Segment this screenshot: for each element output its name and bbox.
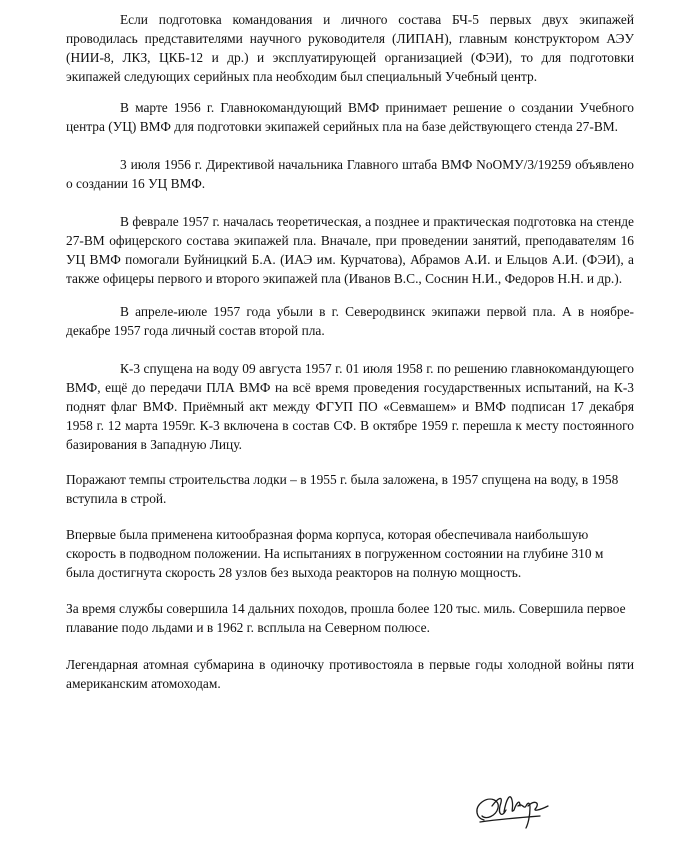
paragraph-construction-pace: Поражают темпы строительства лодки – в 1955 г. была заложена, в 1957 спущена на воду, в 1958 вступила в строй. [66, 472, 619, 506]
paragraph-training-start: В феврале 1957 г. началась теоретическая, а позднее и практическая подготовка на стенде 27-ВМ офицерского состава экипажей пла. Вначале, при проведении занятий, преподавателям 16 УЦ ВМФ помогали Буйницкий Б.А. (ИАЭ им. Курчатова), Абрамов А.И. и Ельцов А.И. (ФЭИ), а также офицеры первого и второго экипажей пла (Иванов В.С., Соснин Н.И., Федоров Н.Н. и др.). [66, 214, 634, 286]
paragraph-legendary-submarine: Легендарная атомная субмарина в одиночку противостояла в первые годы холодной войны пяти американским атомоходам. [66, 657, 634, 691]
paragraph-hull-form: Впервые была применена китообразная форма корпуса, которая обеспечивала наибольшую скорость в подводном положении. На испытаниях в погруженном состоянии на глубине 310 м была достигнута скорость 28 узлов без выхода реакторов на полную мощность. [66, 527, 604, 580]
document-body [66, 10, 634, 693]
handwritten-signature [470, 776, 556, 838]
paragraph-service-record: За время службы совершила 14 дальних походов, прошла более 120 тыс. миль. Совершила первое плавание подо льдами и в 1962 г. всплыла на Северном полюсе. [66, 601, 626, 635]
paragraph-crews-departure: В апреле-июле 1957 года убыли в г. Северодвинск экипажи первой пла. А в ноябре-декабре 1957 года личный состав второй пла. [66, 304, 634, 338]
paragraph-k3-launch: К-3 спущена на воду 09 августа 1957 г. 01 июля 1958 г. по решению главнокомандующего ВМФ, ещё до передачи ПЛА ВМФ на всё время проведения государственных испытаний, на К-3 поднят флаг ВМФ. Приёмный акт между ФГУП ПО «Севмашем» и ВМФ подписан 17 декабря 1958 г. 12 марта 1959г. К-3 включена в состав СФ. В октябре 1959 г. перешла к месту постоянного базирования в Западную Лицу. [66, 361, 634, 452]
paragraph-directive: 3 июля 1956 г. Директивой начальника Главного штаба ВМФ NoOМУ/3/19259 объявлено о создании 16 УЦ ВМФ. [66, 157, 634, 191]
paragraph-training-center-decision: В марте 1956 г. Главнокомандующий ВМФ принимает решение о создании Учебного центра (УЦ) ВМФ для подготовки экипажей серийных пла на базе действующего стенда 27-ВМ. [66, 100, 634, 134]
paragraph-training-history: Если подготовка командования и личного состава БЧ-5 первых двух экипажей проводилась представителями научного руководителя (ЛИПАН), главным конструктором АЭУ (НИИ-8, ЛКЗ, ЦКБ-12 и др.) и эксплуатирующей организацией (ФЭИ), то для подготовки экипажей следующих серийных пла необходим был специальный Учебный центр. [66, 12, 634, 84]
